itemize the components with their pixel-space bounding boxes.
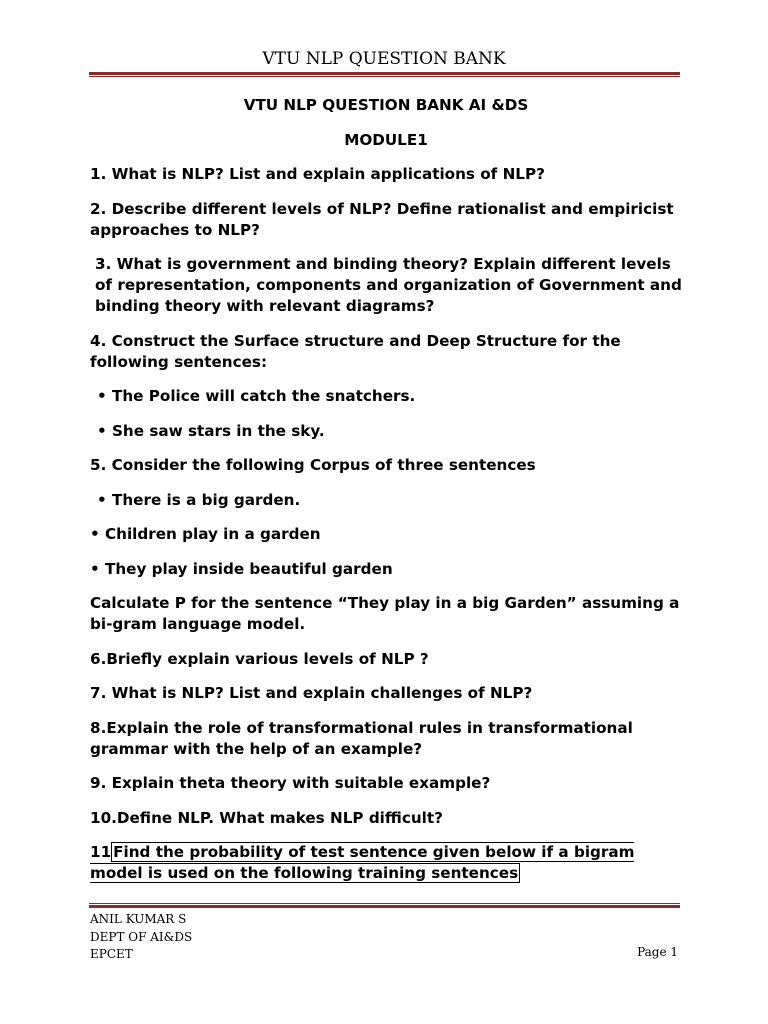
- footer-author: ANIL KUMAR S: [90, 912, 187, 926]
- question-9: 9. Explain theta theory with suitable example?: [90, 774, 491, 792]
- footer-department: DEPT OF AI&DS: [90, 929, 193, 944]
- header-divider: [89, 72, 680, 77]
- footer-divider: [89, 903, 680, 908]
- page-header-title: VTU NLP QUESTION BANK: [262, 49, 506, 69]
- module-heading: MODULE1: [344, 130, 428, 149]
- question-11-boxed-text: Find the probability of test sentence given below if a bigram model is used on the following training sentences: [90, 843, 635, 882]
- question-2: 2. Describe different levels of NLP? Define rationalist and empiricist approaches to NLP?: [90, 199, 674, 239]
- question-1: 1. What is NLP? List and explain applications of NLP?: [90, 165, 545, 183]
- question-11: [90, 842, 682, 884]
- q5-bullet-item: • They play inside beautiful garden: [90, 559, 393, 578]
- q5-bullet-item: • Children play in a garden: [90, 525, 321, 543]
- footer-college: EPCET: [90, 947, 133, 961]
- question-3: 3. What is government and binding theory? Explain different levels of representation, components and organization of Government and binding theory with relevant diagrams?: [95, 255, 682, 315]
- question-11-number: 11: [90, 843, 112, 861]
- question-5: 5. Consider the following Corpus of three sentences: [90, 456, 536, 474]
- page-number: Page 1: [637, 945, 678, 959]
- q5-calculation: Calculate P for the sentence “They play in a big Garden” assuming a bi-gram language model.: [90, 594, 680, 633]
- q4-bullet-item: • She saw stars in the sky.: [97, 421, 325, 440]
- question-8: 8.Explain the role of transformational rules in transformational grammar with the help of an example?: [90, 718, 633, 758]
- question-6: 6.Briefly explain various levels of NLP ?: [90, 649, 429, 668]
- document-title: VTU NLP QUESTION BANK AI &DS: [243, 96, 529, 114]
- question-10: 10.Define NLP. What makes NLP difficult?: [90, 808, 443, 827]
- q4-bullet-item: • The Police will catch the snatchers.: [97, 387, 416, 405]
- question-list: [90, 95, 682, 898]
- question-7: 7. What is NLP? List and explain challenges of NLP?: [90, 684, 533, 702]
- q5-bullet-item: • There is a big garden.: [97, 490, 301, 509]
- question-4: 4. Construct the Surface structure and Deep Structure for the following sentences:: [90, 331, 621, 371]
- footer-info: [90, 911, 192, 964]
